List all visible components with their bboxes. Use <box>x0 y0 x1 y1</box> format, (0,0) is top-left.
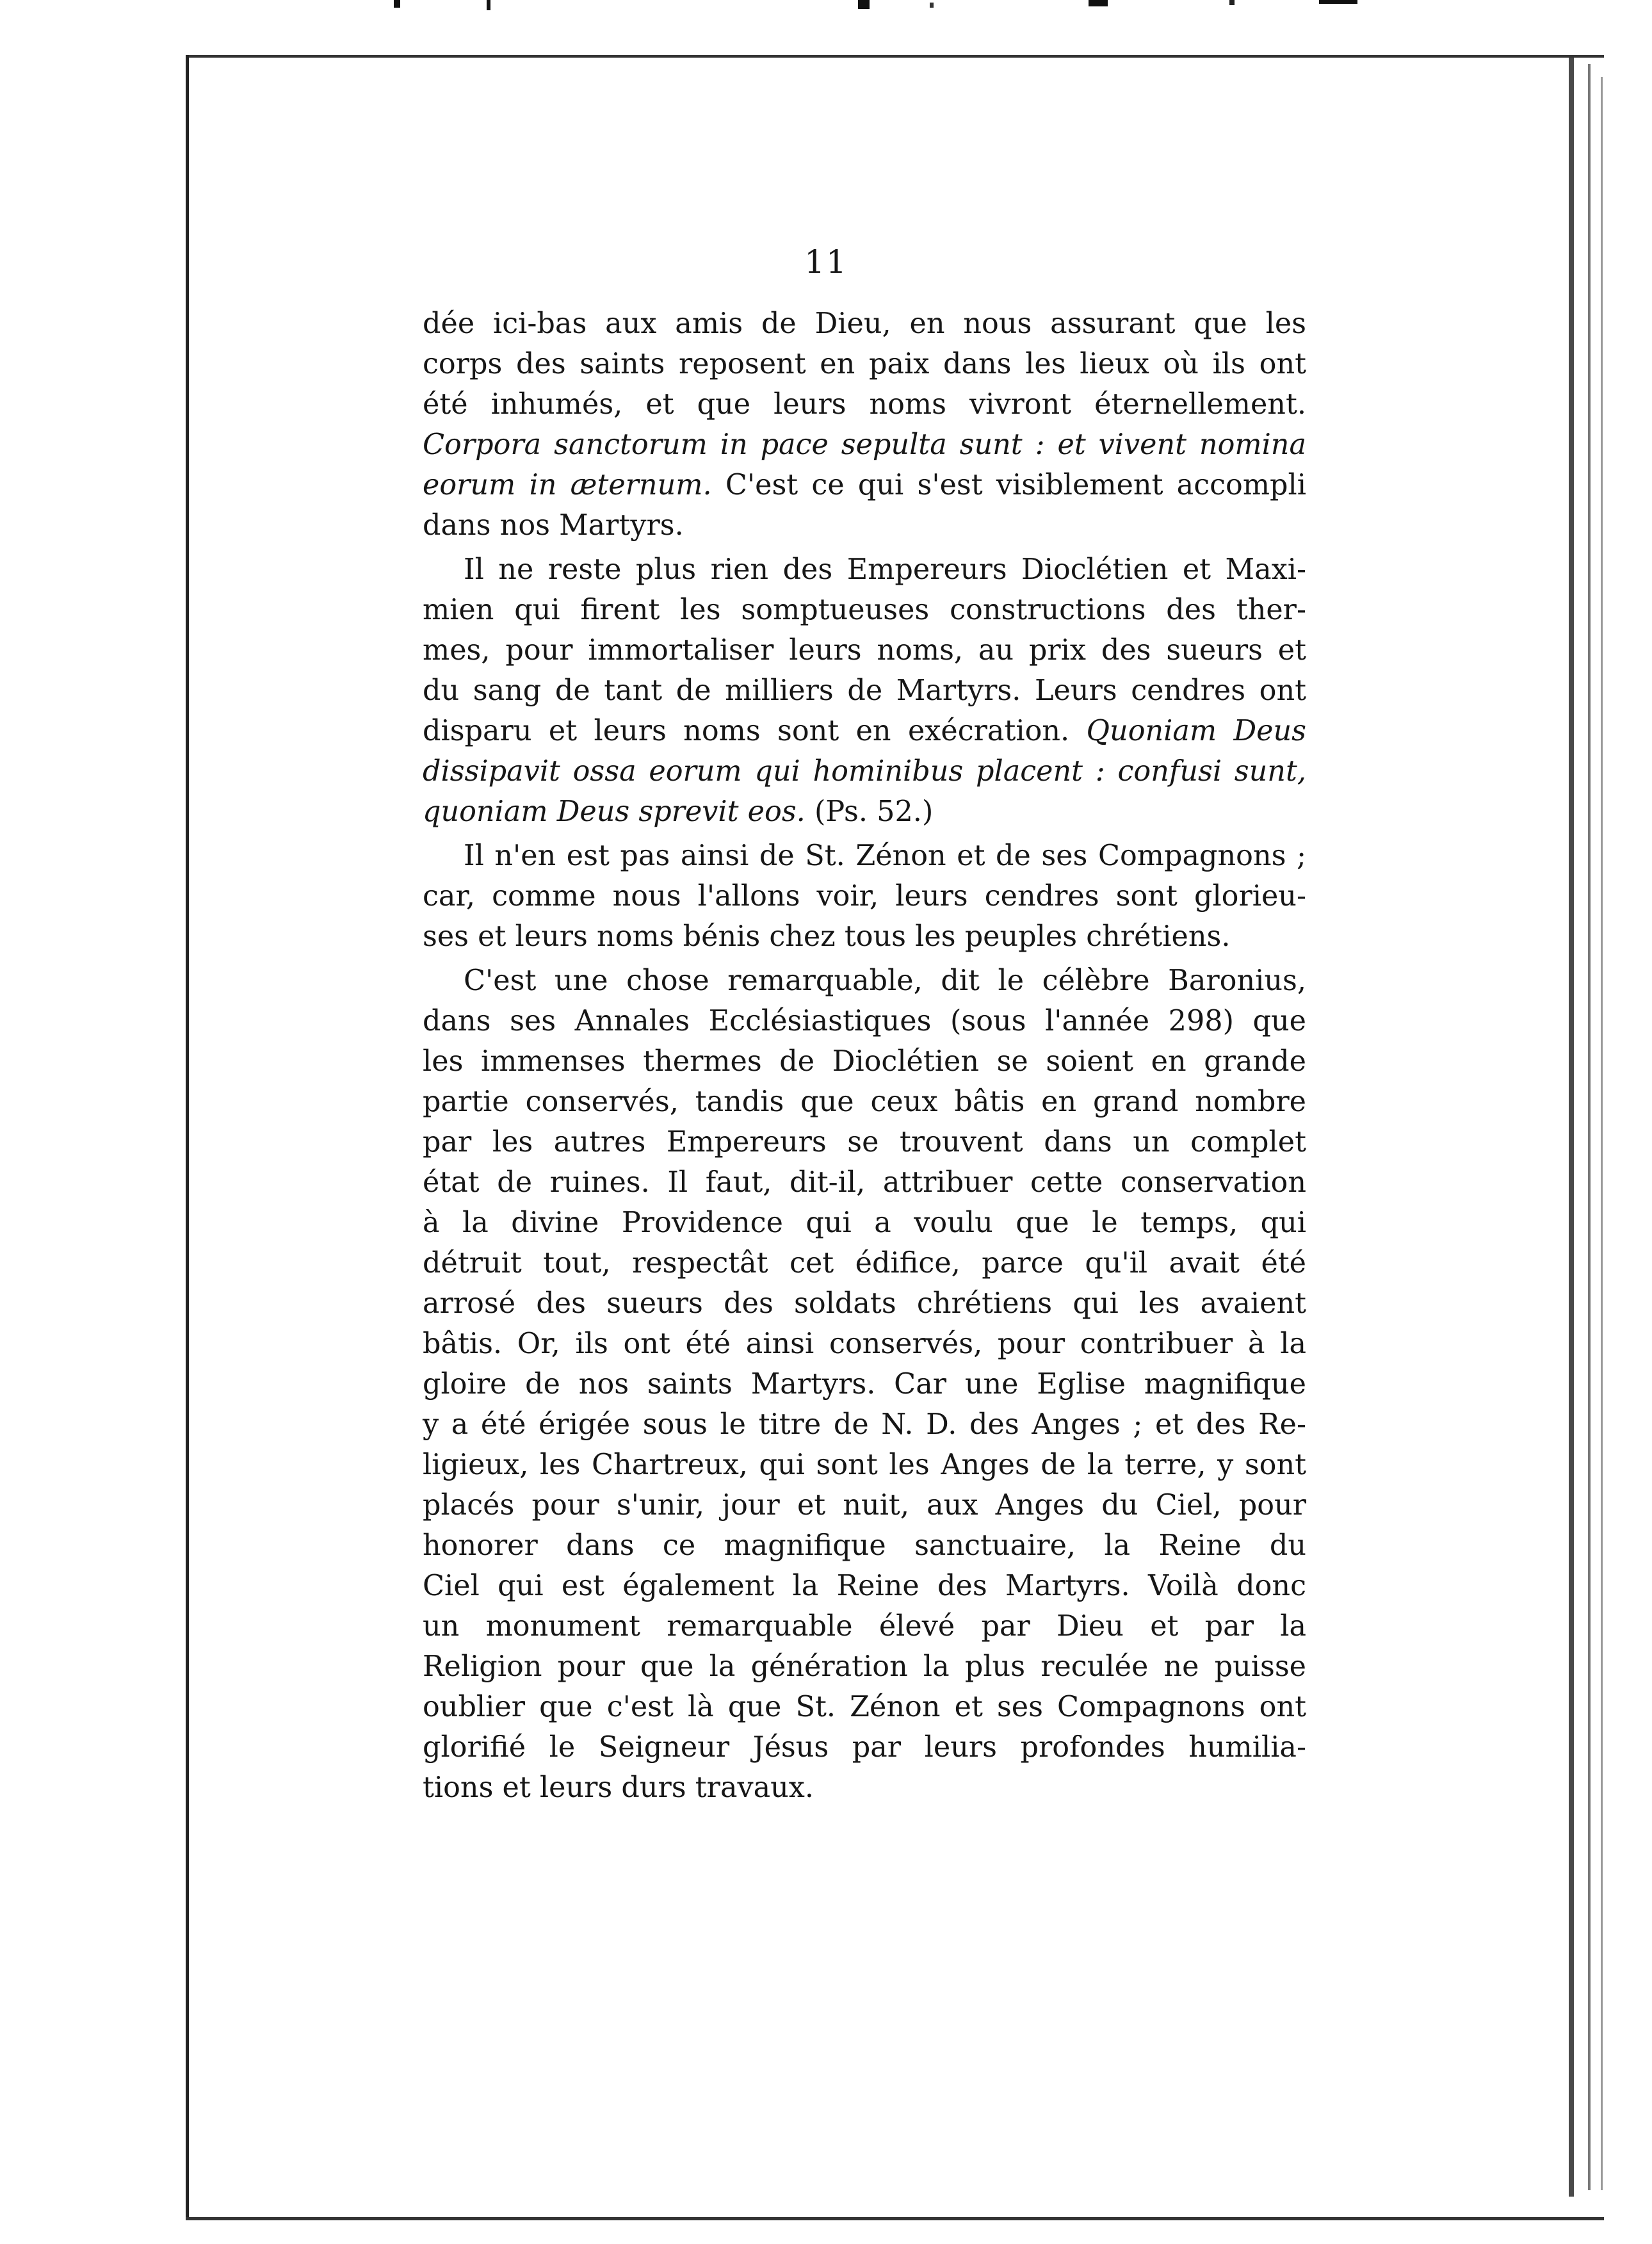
scan-specks <box>0 0 1652 28</box>
text-line <box>423 1485 1306 1525</box>
text-run: bâtis. Or, ils ont été ainsi conservés, pour contribuer à la <box>423 1328 1306 1360</box>
text-line <box>423 465 1306 505</box>
text-line <box>423 1243 1306 1283</box>
text-line <box>423 344 1306 384</box>
latin-quote: Quoniam Deus <box>1086 715 1306 747</box>
text-run: ligieux, les Chartreux, qui sont les Anges de la terre, y sont <box>423 1449 1306 1481</box>
text-run: placés pour s'unir, jour et nuit, aux Anges du Ciel, pour <box>423 1489 1306 1522</box>
text-run: partie conservés, tandis que ceux bâtis en grand nombre <box>423 1085 1306 1118</box>
text-line <box>423 876 1306 916</box>
text-run: été inhumés, et que leurs noms vivront éternellement. <box>423 388 1306 421</box>
latin-quote: Corpora sanctorum in pace sepulta sunt : et vivent nomina <box>423 428 1306 461</box>
text-line <box>423 1687 1306 1727</box>
text-run: état de ruines. Il faut, dit-il, attribuer cette conservation <box>423 1166 1306 1199</box>
text-run: mes, pour immortaliser leurs noms, au prix des sueurs et <box>423 634 1306 667</box>
text-run: Il n'en est pas ainsi de St. Zénon et de ses Compagnons ; <box>464 840 1306 872</box>
text-run: à la divine Providence qui a voulu que le temps, qui <box>423 1207 1306 1239</box>
text-run: gloire de nos saints Martyrs. Car une Eglise magnifique <box>423 1368 1306 1401</box>
text-run: disparu et leurs noms sont en exécration. <box>423 715 1087 747</box>
text-run: les immenses thermes de Dioclétien se soient en grande <box>423 1045 1306 1078</box>
text-line <box>423 1283 1306 1324</box>
text-line <box>423 1203 1306 1243</box>
text-run: Ciel qui est également la Reine des Martyrs. Voilà donc <box>423 1570 1306 1602</box>
text-line <box>423 384 1306 425</box>
text-line <box>423 505 1306 546</box>
text-line <box>423 711 1306 751</box>
text-line <box>423 1445 1306 1485</box>
scan-top-margin <box>0 0 1652 28</box>
text-line <box>423 916 1306 957</box>
paragraph <box>423 549 1306 832</box>
text-run: détruit tout, respectât cet édifice, parce qu'il avait été <box>423 1247 1306 1280</box>
text-run: Religion pour que la génération la plus reculée ne puisse <box>423 1650 1306 1683</box>
text-line <box>423 425 1306 465</box>
text-line <box>423 1727 1306 1768</box>
paragraph <box>423 961 1306 1808</box>
text-line <box>423 961 1306 1001</box>
text-line <box>423 630 1306 671</box>
text-run: (Ps. 52.) <box>805 795 934 828</box>
text-line <box>423 751 1306 792</box>
paragraph <box>423 304 1306 546</box>
page-edge-right-shadow <box>1588 64 1591 2190</box>
text-run: y a été érigée sous le titre de N. D. des Anges ; et des Re- <box>423 1408 1306 1441</box>
page-number: 11 <box>804 243 848 280</box>
text-run: car, comme nous l'allons voir, leurs cendres sont glorieu- <box>423 880 1306 913</box>
text-run: oublier que c'est là que St. Zénon et ses Compagnons ont <box>423 1691 1306 1723</box>
page-edge-left <box>186 55 189 2220</box>
text-run: C'est ce qui s'est visiblement accompli <box>711 469 1306 501</box>
text-run: par les autres Empereurs se trouvent dans un complet <box>423 1126 1306 1159</box>
latin-quote: dissipavit ossa eorum qui hominibus placent : confusi sunt, <box>423 755 1306 788</box>
page-edge-right-shadow-outer <box>1601 77 1603 2190</box>
text-run: tions et leurs durs travaux. <box>423 1771 814 1804</box>
text-line <box>423 1768 1306 1808</box>
text-run: arrosé des sueurs des soldats chrétiens qui les avaient <box>423 1287 1306 1320</box>
text-line <box>423 671 1306 711</box>
latin-quote: eorum in æternum. <box>423 469 712 501</box>
text-run: honorer dans ce magnifique sanctuaire, la Reine du <box>423 1529 1306 1562</box>
text-run: glorifié le Seigneur Jésus par leurs profondes humilia- <box>423 1731 1306 1764</box>
text-run: C'est une chose remarquable, dit le célèbre Baronius, <box>464 964 1306 997</box>
text-line <box>423 1162 1306 1203</box>
text-line <box>423 304 1306 344</box>
text-run: mien qui firent les somptueuses constructions des ther- <box>423 594 1306 626</box>
text-line <box>423 549 1306 590</box>
text-run: du sang de tant de milliers de Martyrs. Leurs cendres ont <box>423 674 1306 707</box>
latin-quote: quoniam Deus sprevit eos. <box>423 795 806 828</box>
text-run: dée ici-bas aux amis de Dieu, en nous assurant que les <box>423 307 1306 340</box>
text-run: Il ne reste plus rien des Empereurs Dioclétien et Maxi- <box>464 553 1306 586</box>
text-line <box>423 1122 1306 1162</box>
page-edge-bottom <box>186 2217 1604 2220</box>
text-line <box>423 1566 1306 1606</box>
text-line <box>423 1646 1306 1687</box>
text-line <box>423 1001 1306 1041</box>
text-run: dans ses Annales Ecclésiastiques (sous l'année 298) que <box>423 1005 1306 1037</box>
text-line <box>423 792 1306 832</box>
text-line <box>423 1364 1306 1404</box>
text-run: dans nos Martyrs. <box>423 509 684 542</box>
text-line <box>423 1606 1306 1646</box>
text-line <box>423 1082 1306 1122</box>
text-run: corps des saints reposent en paix dans les lieux où ils ont <box>423 348 1306 380</box>
page-edge-top <box>186 55 1604 58</box>
text-line <box>423 1041 1306 1082</box>
text-run: ses et leurs noms bénis chez tous les peuples chrétiens. <box>423 920 1231 953</box>
text-line <box>423 1324 1306 1364</box>
text-line <box>423 590 1306 630</box>
page-edge-right <box>1569 58 1574 2197</box>
text-line <box>423 836 1306 876</box>
text-line <box>423 1525 1306 1566</box>
text-line <box>423 1404 1306 1445</box>
paragraph <box>423 836 1306 957</box>
body-text <box>423 304 1306 1808</box>
text-run: un monument remarquable élevé par Dieu et par la <box>423 1610 1306 1643</box>
